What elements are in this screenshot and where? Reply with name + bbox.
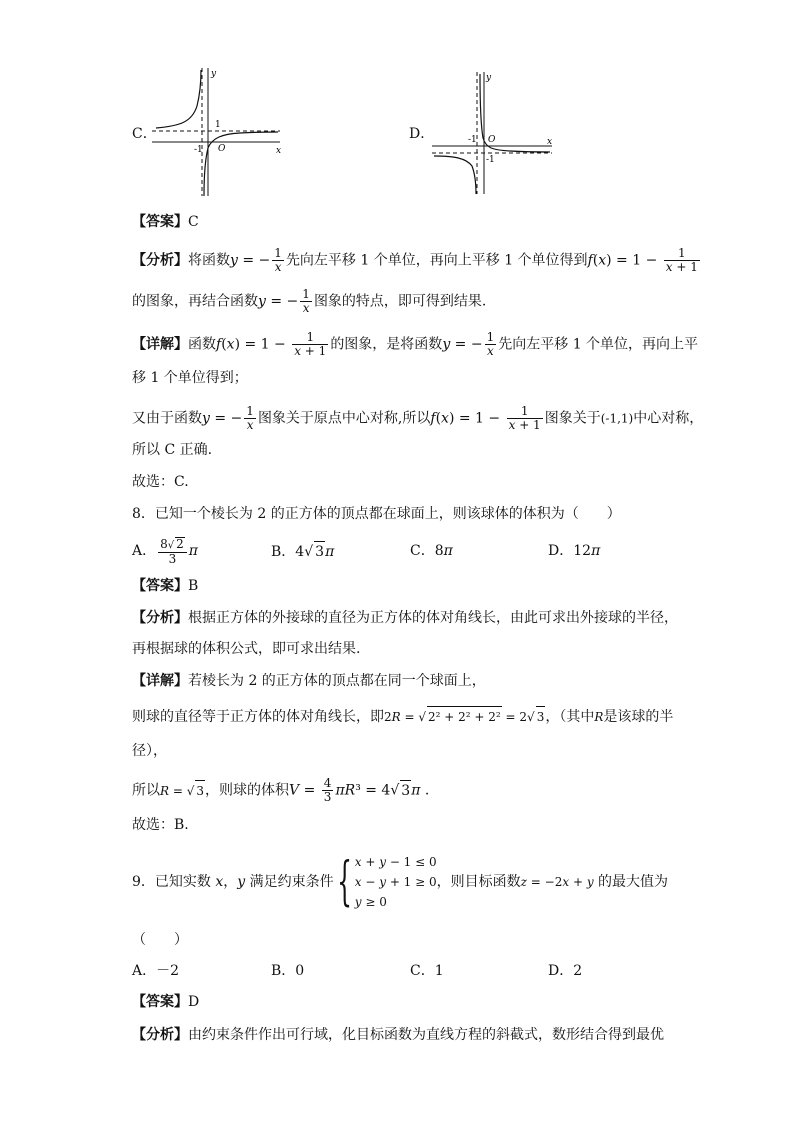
q8-answer-value: B <box>188 578 199 594</box>
q9-option-d: D．2 <box>548 963 583 979</box>
q9-answer-value: D <box>188 994 200 1010</box>
q8-option-b-label: B． <box>271 544 296 560</box>
q9-stem-text: 9．已知实数 <box>132 874 211 890</box>
q8-option-d: D．12π <box>548 543 601 559</box>
q8-option-a: A． $\frac{8√ 2}{3}$ π <box>132 536 198 566</box>
q8-detail-text: ，（其中 <box>545 709 595 725</box>
q8-detail-text: 是该球的半 <box>603 709 674 725</box>
q8-detail-tag: 【详解】 <box>132 673 188 689</box>
option-c-label: C． <box>132 126 157 142</box>
q9-stem-text: 的最大值为 <box>598 874 669 890</box>
q8-detail-line3: 径）， <box>132 743 167 759</box>
q9-answer <box>132 992 199 1012</box>
q7-detail-text: 图象关于原点中心对称,所以 <box>257 410 431 427</box>
graph-d-y-label: y <box>486 73 492 83</box>
q8-detail-text: 若棱长为 2 的正方体的顶点都在同一个球面上， <box>188 673 486 689</box>
q7-detail-line3: 又由于函数y = − $\frac{1}{x}$ 图象关于原点中心对称,所以f(x) = 1 − $\frac{1}{x + 1}$ 图象关于(-1,1)中心对称， <box>132 404 704 432</box>
q8-option-c: C．8π <box>410 543 453 559</box>
q8-choose: 故选：B. <box>132 817 189 833</box>
q9-analysis-text: 由约束条件作出可行域，化目标函数为直线方程的斜截式，数形结合得到最优 <box>188 1027 664 1043</box>
graph-c-y-label: y <box>211 69 217 79</box>
q9-option-c: C．1 <box>410 963 444 979</box>
q8-option-d-label: D． <box>548 543 574 559</box>
q7-analysis-line1: 【分析】将函数y = − $\frac{1}{x}$ 先向左平移 1 个单位，再向上平移 1 个单位得到f(x) = 1 − $\frac{1}{x + 1}$ <box>132 246 698 274</box>
q8-option-b-value: 4 <box>295 544 305 560</box>
q7-center-point: (-1,1) <box>600 411 634 426</box>
q8-analysis-line1 <box>132 608 678 628</box>
q9-stem-text: 满足约束条件 <box>249 874 334 890</box>
q9-stem-text: ，则目标函数 <box>436 874 521 890</box>
q8-answer-tag: 【答案】 <box>132 578 188 594</box>
q9-analysis-tag: 【分析】 <box>132 1027 188 1043</box>
graph-c-neg-one-label: -1 <box>194 145 203 155</box>
q7-detail-text: 函数 <box>188 336 216 353</box>
q8-detail-text: ，则球的体积 <box>205 782 290 799</box>
graph-d-neg-one-y-label: -1 <box>486 155 495 165</box>
graph-d-x-label: x <box>547 137 553 147</box>
q7-detail-line1: 【详解】函数f(x) = 1 − $\frac{1}{x + 1}$ 的图象，是将函数y = − $\frac{1}{x}$ 先向左平移 1 个单位，再向上平 <box>132 330 699 358</box>
q8-stem: 8．已知一个棱长为 2 的正方体的顶点都在球面上，则该球体的体积为（ ） <box>132 506 621 522</box>
q8-analysis-line2: 再根据球的体积公式，即可求出结果. <box>132 641 361 657</box>
q9-option-a: A．－2 <box>132 963 180 979</box>
q7-detail-text: 中心对称， <box>633 410 704 427</box>
q8-option-b: B．4√ 3π <box>271 541 334 562</box>
q8-option-d-value: 12 <box>573 543 592 559</box>
graph-d-neg-one-x-label: -1 <box>468 135 477 145</box>
q8-detail-text: 则球的直径等于正方体的体对角线长，即 <box>132 709 384 725</box>
q7-detail-text: 先向左平移 1 个单位，再向上平 <box>498 336 699 353</box>
q7-analysis-text: 的图象，再结合函数 <box>132 293 258 310</box>
q7-detail-text: 图象关于 <box>544 410 601 427</box>
q8-detail-line2: 则球的直径等于正方体的体对角线长，即2R = √ 2² + 2² + 2² = 2√ 3，（其中R是该球的半 <box>132 706 673 727</box>
q8-analysis-tag: 【分析】 <box>132 610 188 626</box>
q9-constraint-system: x + y − 1 ≤ 0 x − y + 1 ≥ 0 y ≥ 0 <box>354 855 437 909</box>
option-d-label: D． <box>409 126 435 142</box>
q8-detail-line4: 所以R = √ 3，则球的体积V = $\frac{4}{3}$ πR³ = 4√ 3π . <box>132 776 430 804</box>
q8-detail-line1 <box>132 671 486 691</box>
q7-answer-value: C <box>188 214 199 230</box>
q9-stem: 9．已知实数 x，y 满足约束条件{ x + y − 1 ≤ 0 x − y + 1 ≥ 0 y ≥ 0 ，则目标函数z = −2x + y 的最大值为 <box>132 852 669 912</box>
q7-choose: 故选：C. <box>132 474 189 490</box>
q7-answer-tag: 【答案】 <box>132 214 188 230</box>
graph-d <box>430 70 556 196</box>
q9-option-b: B．0 <box>271 963 305 979</box>
q7-analysis-text: 将函数 <box>188 252 230 269</box>
q7-detail-text: 又由于函数 <box>132 410 202 427</box>
q7-detail-line2: 移 1 个单位得到； <box>132 370 248 386</box>
q8-answer <box>132 576 198 596</box>
q7-analysis-text: 图象的特点，即可得到结果. <box>313 293 487 310</box>
q8-detail-text: 所以 <box>132 782 160 799</box>
q7-analysis-tag: 【分析】 <box>132 252 188 269</box>
graph-d-origin-label: O <box>488 135 496 145</box>
q8-analysis-text: 根据正方体的外接球的直径为正方体的体对角线长，由此可求出外接球的半径， <box>188 610 678 626</box>
q8-option-c-label: C． <box>410 543 435 559</box>
q7-detail-text: 的图象，是将函数 <box>330 336 443 353</box>
q8-option-c-value: 8 <box>434 543 444 559</box>
q7-detail-line4: 所以 C 正确. <box>132 442 213 458</box>
graph-c-x-label: x <box>276 146 282 156</box>
q7-detail-tag: 【详解】 <box>132 336 188 353</box>
q7-analysis-text: 先向左平移 1 个单位，再向上平移 1 个单位得到 <box>285 252 588 269</box>
q7-analysis-line2: 的图象，再结合函数y = − $\frac{1}{x}$ 图象的特点，即可得到结果. <box>132 287 487 315</box>
graph-c <box>150 66 285 198</box>
graph-c-one-label: 1 <box>215 120 221 130</box>
q8-option-a-label: A． <box>132 543 157 559</box>
q7-answer <box>132 212 199 232</box>
q9-answer-tag: 【答案】 <box>132 994 188 1010</box>
q9-paren: （ ） <box>132 932 188 948</box>
q9-analysis-line1 <box>132 1025 664 1045</box>
graph-c-origin-label: O <box>218 144 226 154</box>
